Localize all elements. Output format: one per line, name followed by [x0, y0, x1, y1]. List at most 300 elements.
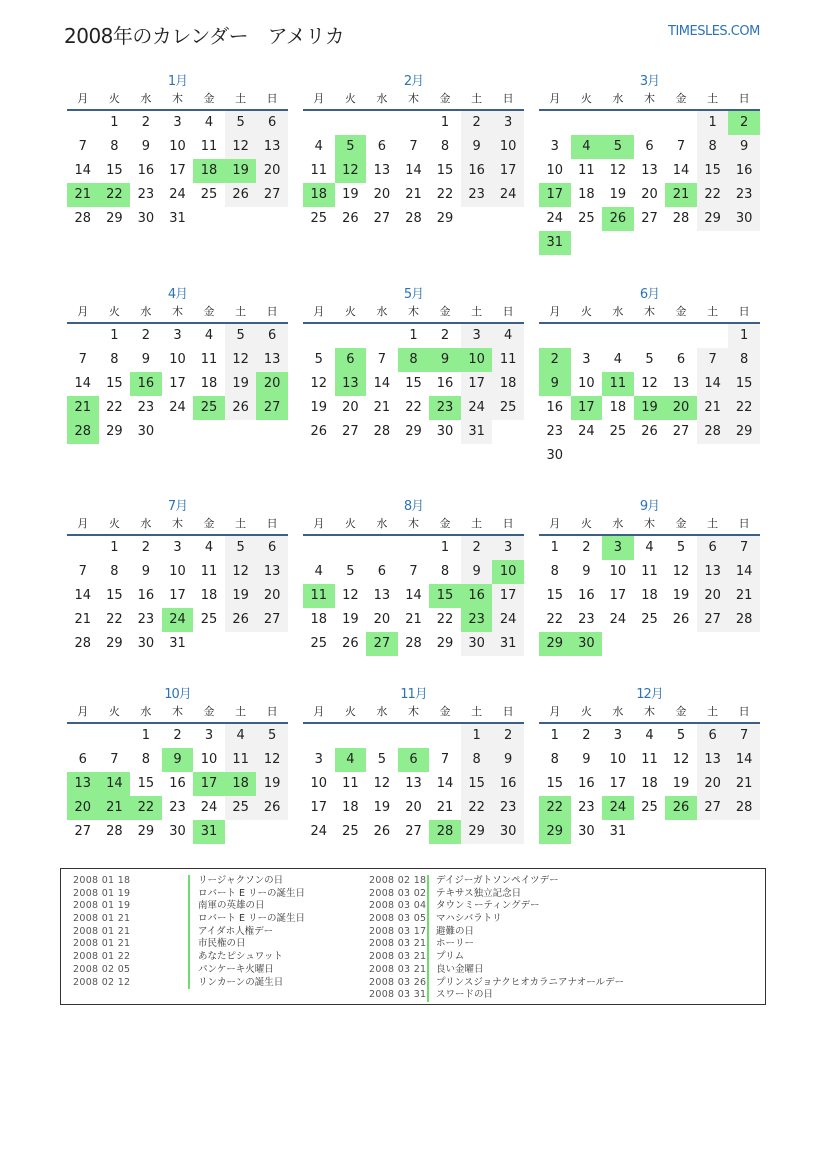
- holiday-marker: [427, 900, 429, 913]
- month-9: [539, 498, 760, 656]
- day-cell: 23: [137, 187, 155, 202]
- day-cell: 17: [492, 159, 524, 183]
- day-cell: 31: [609, 824, 627, 839]
- day-cell: 30: [169, 824, 186, 839]
- day-cell: 20: [256, 584, 288, 608]
- day-cell: 14: [697, 372, 729, 396]
- day-cell: 8: [728, 348, 760, 372]
- day-cell: 5: [676, 728, 686, 743]
- month-12: [539, 686, 760, 844]
- weekday-label: 日: [738, 305, 750, 318]
- empty-cell: [67, 111, 99, 135]
- empty-cell: [602, 324, 634, 348]
- holiday-marker: [188, 964, 190, 977]
- day-cell: 13: [697, 560, 729, 584]
- day-cell: 29: [697, 207, 729, 231]
- day-cell: 1: [461, 724, 493, 748]
- holiday-day-cell: 13: [335, 372, 367, 396]
- day-cell: 29: [461, 820, 493, 844]
- holiday-marker: [427, 989, 429, 1002]
- weekday-label: 月: [77, 517, 89, 530]
- holiday-day-cell: 20: [256, 372, 288, 396]
- day-cell: 12: [373, 776, 391, 791]
- day-cell: 22: [405, 400, 422, 415]
- day-cell: 17: [492, 584, 524, 608]
- day-cell: 13: [641, 163, 658, 178]
- day-cell: 17: [310, 800, 328, 815]
- day-cell: 30: [578, 824, 595, 839]
- empty-cell: [398, 536, 430, 560]
- empty-cell: [335, 111, 367, 135]
- weekday-label: 月: [549, 92, 561, 105]
- holiday-day-cell: 18: [303, 183, 335, 207]
- day-cell: 4: [204, 540, 214, 555]
- day-cell: 28: [405, 211, 422, 226]
- day-cell: 10: [546, 163, 564, 178]
- day-cell: 15: [106, 376, 123, 391]
- holiday-name: リンカーンの誕生日: [198, 976, 284, 988]
- holiday-day-cell: 29: [539, 820, 571, 844]
- day-cell: 11: [225, 748, 257, 772]
- day-cell: 18: [578, 187, 595, 202]
- day-cell: 8: [141, 752, 151, 767]
- day-cell: 4: [314, 564, 323, 579]
- day-cell: 7: [110, 752, 119, 767]
- day-cell: 23: [169, 800, 186, 815]
- holiday-day-cell: 29: [539, 632, 571, 656]
- day-cell: 26: [342, 636, 359, 651]
- day-cell: 11: [200, 564, 218, 579]
- holiday-name: スワードの日: [436, 989, 494, 1001]
- weekday-label: 火: [580, 517, 592, 530]
- day-cell: 25: [342, 824, 359, 839]
- day-cell: 9: [728, 135, 760, 159]
- day-cell: 30: [728, 207, 760, 231]
- empty-cell: [366, 324, 398, 348]
- weekday-header: [67, 304, 288, 324]
- day-cell: 23: [137, 612, 155, 627]
- day-cell: 12: [225, 135, 257, 159]
- day-cell: 7: [697, 348, 729, 372]
- weekday-label: 金: [203, 517, 215, 530]
- weekday-label: 木: [171, 92, 183, 105]
- holiday-list-item: [369, 888, 749, 901]
- empty-cell: [571, 324, 603, 348]
- day-cell: 28: [405, 636, 422, 651]
- day-cell: 6: [697, 724, 729, 748]
- weekday-header: [539, 704, 760, 724]
- day-cell: 12: [225, 348, 257, 372]
- weekday-header: [303, 304, 524, 324]
- day-cell: 7: [78, 139, 87, 154]
- holiday-day-cell: 26: [602, 207, 634, 231]
- day-cell: 6: [645, 139, 654, 154]
- day-cell: 28: [74, 211, 92, 226]
- day-cell: 19: [225, 372, 257, 396]
- day-cell: 2: [141, 115, 151, 130]
- holiday-list-item: [73, 951, 363, 964]
- month-name: 1月: [167, 74, 188, 89]
- day-cell: 8: [550, 564, 559, 579]
- day-cell: 12: [672, 564, 690, 579]
- month-4: [67, 286, 288, 444]
- day-cell: 29: [106, 424, 123, 439]
- weekday-label: 水: [612, 705, 624, 718]
- weekday-label: 火: [580, 92, 592, 105]
- holiday-list-item: [73, 926, 363, 939]
- month-8: [303, 498, 524, 656]
- month-6: [539, 286, 760, 468]
- month-name: 4月: [167, 287, 188, 302]
- holiday-marker: [188, 938, 190, 951]
- empty-cell: [67, 724, 99, 748]
- weekday-label: 水: [376, 305, 388, 318]
- weekday-label: 日: [502, 92, 514, 105]
- holiday-name: ロバート E リーの誕生日: [198, 887, 306, 899]
- day-cell: 6: [377, 139, 387, 154]
- day-cell: 3: [173, 540, 182, 555]
- day-cell: 15: [106, 588, 123, 603]
- day-cell: 13: [256, 560, 288, 584]
- day-cell: 2: [141, 328, 151, 343]
- holiday-day-cell: 27: [256, 396, 288, 420]
- weekday-label: 日: [266, 305, 278, 318]
- day-cell: 24: [609, 612, 627, 627]
- weekday-label: 木: [407, 305, 419, 318]
- site-logo-text[interactable]: TIMESLES.COM: [668, 24, 760, 39]
- empty-cell: [99, 724, 131, 748]
- day-cell: 10: [492, 135, 524, 159]
- weekday-label: 水: [612, 305, 624, 318]
- weekday-label: 土: [235, 305, 247, 318]
- weekday-label: 日: [266, 705, 278, 718]
- day-cell: 21: [373, 400, 391, 415]
- empty-cell: [303, 111, 335, 135]
- day-grid: [303, 536, 524, 656]
- day-cell: 3: [492, 111, 524, 135]
- holiday-marker: [427, 964, 429, 977]
- holiday-day-cell: 18: [225, 772, 257, 796]
- weekday-label: 木: [643, 705, 655, 718]
- holiday-day-cell: 9: [162, 748, 194, 772]
- day-cell: 17: [609, 776, 627, 791]
- day-cell: 18: [200, 376, 218, 391]
- holiday-name: あなたピシュワット: [198, 951, 283, 963]
- holiday-marker: [427, 913, 429, 926]
- day-cell: 19: [256, 772, 288, 796]
- month-name: 12月: [636, 687, 663, 702]
- day-cell: 3: [492, 536, 524, 560]
- day-cell: 4: [314, 139, 323, 154]
- holiday-day-cell: 16: [461, 584, 493, 608]
- day-cell: 20: [405, 800, 422, 815]
- day-cell: 18: [609, 400, 627, 415]
- empty-cell: [366, 724, 398, 748]
- weekday-header: [303, 91, 524, 111]
- weekday-label: 火: [580, 705, 592, 718]
- empty-cell: [665, 324, 697, 348]
- weekday-label: 土: [471, 517, 483, 530]
- day-cell: 29: [436, 211, 454, 226]
- empty-cell: [303, 324, 335, 348]
- holiday-day-cell: 4: [571, 135, 603, 159]
- day-cell: 1: [110, 540, 119, 555]
- day-cell: 16: [137, 163, 155, 178]
- day-cell: 6: [256, 111, 288, 135]
- weekday-label: 金: [439, 517, 451, 530]
- weekday-label: 木: [407, 705, 419, 718]
- empty-cell: [634, 324, 666, 348]
- weekday-label: 月: [313, 92, 325, 105]
- weekday-label: 日: [738, 705, 750, 718]
- empty-cell: [665, 111, 697, 135]
- weekday-label: 木: [407, 92, 419, 105]
- holiday-day-cell: 19: [225, 159, 257, 183]
- weekday-label: 木: [643, 92, 655, 105]
- day-cell: 13: [672, 376, 690, 391]
- holiday-list-item: [73, 977, 363, 990]
- holiday-date: 2008 03 26: [369, 976, 427, 988]
- holiday-day-cell: 24: [162, 608, 194, 632]
- day-cell: 15: [697, 159, 729, 183]
- holiday-day-cell: 25: [193, 396, 225, 420]
- holiday-date: 2008 01 21: [73, 938, 131, 950]
- day-cell: 27: [672, 424, 690, 439]
- month-3: [539, 73, 760, 255]
- month-2: [303, 73, 524, 231]
- holiday-day-cell: 5: [335, 135, 367, 159]
- day-cell: 5: [377, 752, 387, 767]
- day-cell: 20: [373, 612, 391, 627]
- day-grid: [539, 324, 760, 468]
- day-cell: 11: [342, 776, 359, 791]
- weekday-label: 土: [235, 92, 247, 105]
- day-cell: 25: [200, 612, 218, 627]
- holiday-date: 2008 01 18: [73, 875, 131, 886]
- holiday-list-item: [73, 875, 363, 888]
- weekday-label: 日: [502, 705, 514, 718]
- day-cell: 30: [137, 636, 155, 651]
- day-cell: 24: [461, 396, 493, 420]
- day-cell: 12: [672, 752, 690, 767]
- holiday-day-cell: 21: [67, 183, 99, 207]
- holiday-day-cell: 27: [366, 632, 398, 656]
- day-cell: 5: [346, 564, 355, 579]
- month-name: 5月: [403, 287, 424, 302]
- day-cell: 21: [405, 612, 422, 627]
- day-cell: 20: [342, 400, 359, 415]
- holiday-date: 2008 02 05: [73, 963, 131, 975]
- day-cell: 16: [546, 400, 564, 415]
- day-cell: 14: [405, 588, 422, 603]
- day-cell: 25: [609, 424, 627, 439]
- day-cell: 17: [461, 372, 493, 396]
- day-cell: 16: [461, 159, 493, 183]
- holiday-day-cell: 23: [429, 396, 461, 420]
- day-grid: [303, 111, 524, 231]
- day-cell: 22: [697, 183, 729, 207]
- day-cell: 5: [225, 111, 257, 135]
- holiday-day-cell: 18: [193, 159, 225, 183]
- day-cell: 19: [342, 187, 359, 202]
- day-cell: 16: [492, 772, 524, 796]
- weekday-header: [539, 91, 760, 111]
- weekday-label: 火: [108, 517, 120, 530]
- day-cell: 2: [440, 328, 450, 343]
- weekday-label: 土: [471, 92, 483, 105]
- weekday-label: 木: [171, 305, 183, 318]
- weekday-label: 金: [675, 705, 687, 718]
- day-cell: 3: [173, 115, 182, 130]
- weekday-label: 月: [313, 517, 325, 530]
- holiday-day-cell: 13: [67, 772, 99, 796]
- day-cell: 28: [672, 211, 690, 226]
- day-cell: 17: [169, 376, 186, 391]
- day-cell: 7: [440, 752, 450, 767]
- holiday-day-cell: 9: [429, 348, 461, 372]
- day-cell: 27: [74, 824, 92, 839]
- weekday-label: 木: [643, 305, 655, 318]
- holiday-name: テキサス独立記念日: [436, 887, 522, 899]
- month-name: 7月: [167, 499, 188, 514]
- holiday-name: 市民権の日: [198, 938, 246, 950]
- day-cell: 18: [641, 588, 658, 603]
- day-cell: 21: [728, 772, 760, 796]
- holiday-day-cell: 26: [665, 796, 697, 820]
- day-cell: 11: [492, 348, 524, 372]
- holiday-marker: [188, 951, 190, 964]
- day-cell: 7: [409, 139, 418, 154]
- day-cell: 26: [225, 396, 257, 420]
- holiday-list-item: [369, 951, 749, 964]
- day-cell: 8: [110, 564, 119, 579]
- holiday-list: [60, 868, 766, 1005]
- day-cell: 21: [405, 187, 422, 202]
- day-cell: 24: [492, 183, 524, 207]
- weekday-label: 土: [707, 92, 719, 105]
- day-cell: 20: [373, 187, 391, 202]
- holiday-list-item: [73, 888, 363, 901]
- holiday-day-cell: 28: [67, 420, 99, 444]
- weekday-label: 金: [203, 305, 215, 318]
- day-cell: 22: [546, 612, 564, 627]
- weekday-label: 水: [140, 92, 152, 105]
- day-cell: 16: [728, 159, 760, 183]
- holiday-list-item: [369, 964, 749, 977]
- day-cell: 4: [645, 540, 654, 555]
- day-cell: 2: [461, 536, 493, 560]
- day-cell: 26: [342, 211, 359, 226]
- weekday-label: 木: [171, 517, 183, 530]
- day-cell: 2: [141, 540, 151, 555]
- day-cell: 11: [310, 163, 328, 178]
- weekday-label: 木: [407, 517, 419, 530]
- holiday-day-cell: 2: [539, 348, 571, 372]
- day-cell: 28: [106, 824, 123, 839]
- holiday-marker: [188, 913, 190, 926]
- day-cell: 18: [200, 588, 218, 603]
- day-cell: 16: [578, 776, 595, 791]
- day-cell: 15: [436, 163, 454, 178]
- weekday-label: 火: [108, 92, 120, 105]
- day-cell: 20: [697, 772, 729, 796]
- day-cell: 29: [436, 636, 454, 651]
- weekday-label: 火: [108, 705, 120, 718]
- day-cell: 5: [645, 352, 654, 367]
- weekday-label: 月: [77, 305, 89, 318]
- day-cell: 29: [106, 636, 123, 651]
- day-cell: 17: [609, 588, 627, 603]
- day-cell: 29: [137, 824, 155, 839]
- holiday-day-cell: 10: [461, 348, 493, 372]
- day-cell: 21: [436, 800, 454, 815]
- day-cell: 31: [169, 636, 186, 651]
- day-cell: 10: [310, 776, 328, 791]
- holiday-name: 南軍の英雄の日: [198, 900, 265, 912]
- holiday-list-item: [369, 989, 749, 1002]
- day-cell: 6: [697, 536, 729, 560]
- day-cell: 20: [697, 584, 729, 608]
- day-cell: 28: [74, 636, 92, 651]
- month-11: [303, 686, 524, 844]
- weekday-label: 土: [707, 305, 719, 318]
- holiday-date: 2008 03 17: [369, 925, 427, 937]
- holiday-day-cell: 22: [99, 183, 131, 207]
- day-cell: 23: [461, 183, 493, 207]
- holiday-list-item: [73, 900, 363, 913]
- day-cell: 27: [256, 183, 288, 207]
- day-cell: 16: [137, 588, 155, 603]
- day-cell: 9: [461, 560, 493, 584]
- day-cell: 22: [436, 187, 454, 202]
- day-cell: 27: [256, 608, 288, 632]
- holiday-day-cell: 11: [602, 372, 634, 396]
- month-name: 10月: [164, 687, 191, 702]
- holiday-day-cell: 6: [335, 348, 367, 372]
- holiday-day-cell: 17: [571, 396, 603, 420]
- day-cell: 28: [728, 796, 760, 820]
- holiday-name: ロバート E リーの誕生日: [198, 913, 306, 925]
- day-cell: 19: [225, 584, 257, 608]
- holiday-marker: [188, 977, 190, 990]
- day-cell: 11: [578, 163, 595, 178]
- day-cell: 3: [461, 324, 493, 348]
- day-cell: 19: [609, 187, 627, 202]
- holiday-date: 2008 01 19: [73, 900, 131, 912]
- day-cell: 1: [141, 728, 151, 743]
- holiday-day-cell: 12: [335, 159, 367, 183]
- weekday-label: 月: [77, 705, 89, 718]
- day-cell: 9: [461, 135, 493, 159]
- day-cell: 12: [342, 588, 359, 603]
- day-cell: 25: [200, 187, 218, 202]
- day-cell: 1: [550, 540, 559, 555]
- day-cell: 8: [440, 139, 450, 154]
- day-cell: 8: [697, 135, 729, 159]
- day-cell: 19: [373, 800, 391, 815]
- holiday-list-item: [369, 913, 749, 926]
- day-cell: 3: [582, 352, 591, 367]
- day-cell: 16: [436, 376, 454, 391]
- holiday-marker: [188, 875, 190, 888]
- weekday-label: 金: [439, 705, 451, 718]
- day-cell: 3: [173, 328, 182, 343]
- day-cell: 23: [578, 612, 595, 627]
- empty-cell: [67, 324, 99, 348]
- weekday-label: 金: [675, 305, 687, 318]
- holiday-day-cell: 8: [398, 348, 430, 372]
- day-cell: 27: [697, 796, 729, 820]
